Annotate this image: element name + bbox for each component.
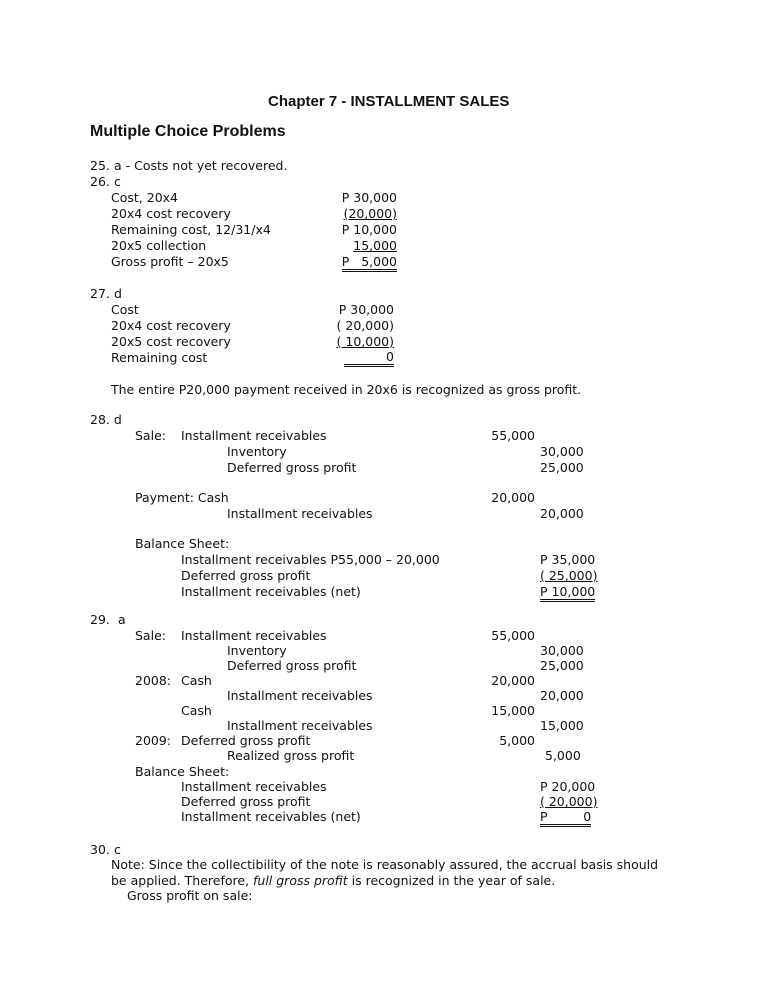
q29-bs-row-label: Installment receivables (net) [181,809,361,824]
q29-answer: a [118,612,126,627]
q28-bs-row-amount: P 10,000 [540,584,595,602]
q28-bs-row-label: Installment receivables (net) [181,584,361,599]
q29-installment-receivables-2-amount: 15,000 [540,718,584,733]
q28-sale-credit-2-amount: 25,000 [540,460,584,475]
q28-bs-row-amount: P 35,000 [540,552,596,567]
q29-year-2008-label: 2008: [135,673,172,688]
q29-sale-credit-2: Deferred gross profit [227,658,357,673]
q28-sale-debit: Installment receivables [181,428,327,443]
q30-answer: c [114,842,121,857]
q27-answer: d [114,286,122,301]
q29-number: 29. [90,612,110,627]
q27-row-label: Remaining cost [111,350,208,365]
q29-sale-debit-amount: 55,000 [491,628,535,643]
q30-note-emphasis: full gross profit [253,873,348,888]
q29-bs-row-label: Installment receivables [181,779,327,794]
q29-deferred-gross-profit: Deferred gross profit [181,733,311,748]
q30-number: 30. [90,842,110,857]
q27-row-amount: P 30,000 [338,302,394,317]
q28-payment-label: Payment: Cash [135,490,229,505]
q25-answer: a - Costs not yet recovered. [114,158,288,173]
q29-realized-gross-profit: Realized gross profit [227,748,355,763]
q26-row-amount: (20,000) [343,206,397,221]
q29-bs-row-amount: P 0 [540,809,591,827]
q29-balance-sheet-label: Balance Sheet: [135,764,230,779]
q29-cash-2-amount: 15,000 [491,703,535,718]
q29-bs-row-label: Deferred gross profit [181,794,311,809]
q28-sale-credit-1-amount: 30,000 [540,444,584,459]
q30-note [111,857,671,889]
q28-bs-row-label: Deferred gross profit [181,568,311,583]
q27-row-amount: ( 20,000) [336,318,394,333]
q26-answer: c [114,174,121,189]
q27-row-label: 20x4 cost recovery [111,318,231,333]
q29-installment-receivables-1: Installment receivables [227,688,373,703]
q29-sale-credit-1: Inventory [227,643,287,658]
q26-row-amount: P 5,000 [342,254,397,272]
page-title: Chapter 7 - INSTALLMENT SALES [268,93,510,110]
q29-cash-1-amount: 20,000 [491,673,535,688]
q27-row-amount: 0 [344,350,394,367]
q28-sale-debit-amount: 55,000 [491,428,535,443]
q28-payment-debit-amount: 20,000 [491,490,535,505]
q29-sale-debit: Installment receivables [181,628,327,643]
q29-year-2009-label: 2009: [135,733,172,748]
q29-sale-label: Sale: [135,628,166,643]
q26-row-label: Cost, 20x4 [111,190,178,205]
q30-note-text-end: is recognized in the year of sale. [347,873,556,888]
q27-row-amount: ( 10,000) [336,334,394,349]
q28-bs-row-label: Installment receivables P55,000 – 20,000 [181,552,440,567]
q26-row-label: 20x4 cost recovery [111,206,231,221]
q29-bs-row-amount: ( 20,000) [540,794,598,809]
q27-note: The entire P20,000 payment received in 20x6 is recognized as gross profit. [111,382,582,397]
q26-row-amount: P 10,000 [341,222,397,237]
q28-sale-credit-1: Inventory [227,444,287,459]
q30-note-text: Note: Since the collectibility of the note is reasonably assured, the accrual basis should be applied. Therefore, [111,857,659,888]
q26-number: 26. [90,174,110,189]
q29-installment-receivables-1-amount: 20,000 [540,688,584,703]
q25-number: 25. [90,158,110,173]
q28-sale-credit-2: Deferred gross profit [227,460,357,475]
q30-gross-profit-label: Gross profit on sale: [127,888,253,903]
q28-bs-row-amount: ( 25,000) [540,568,598,583]
q29-cash-1: Cash [181,673,212,688]
q29-bs-row-amount: P 20,000 [540,779,596,794]
q28-payment-credit-amount: 20,000 [540,506,584,521]
q28-balance-sheet-label: Balance Sheet: [135,536,230,551]
q26-row-label: 20x5 collection [111,238,207,253]
q29-installment-receivables-2: Installment receivables [227,718,373,733]
q27-row-label: 20x5 cost recovery [111,334,231,349]
q28-payment-credit: Installment receivables [227,506,373,521]
section-heading: Multiple Choice Problems [90,123,286,140]
q26-row-amount: 15,000 [353,238,397,253]
q29-realized-gross-profit-amount: 5,000 [545,748,581,763]
q27-row-label: Cost [111,302,139,317]
q27-number: 27. [90,286,110,301]
q28-number: 28. d [90,412,122,427]
q29-sale-credit-2-amount: 25,000 [540,658,584,673]
q29-sale-credit-1-amount: 30,000 [540,643,584,658]
q26-row-amount: P 30,000 [341,190,397,205]
q26-row-label: Gross profit – 20x5 [111,254,229,269]
q29-cash-2: Cash [181,703,212,718]
q28-sale-label: Sale: [135,428,166,443]
q29-deferred-gross-profit-amount: 5,000 [499,733,535,748]
q26-row-label: Remaining cost, 12/31/x4 [111,222,271,237]
